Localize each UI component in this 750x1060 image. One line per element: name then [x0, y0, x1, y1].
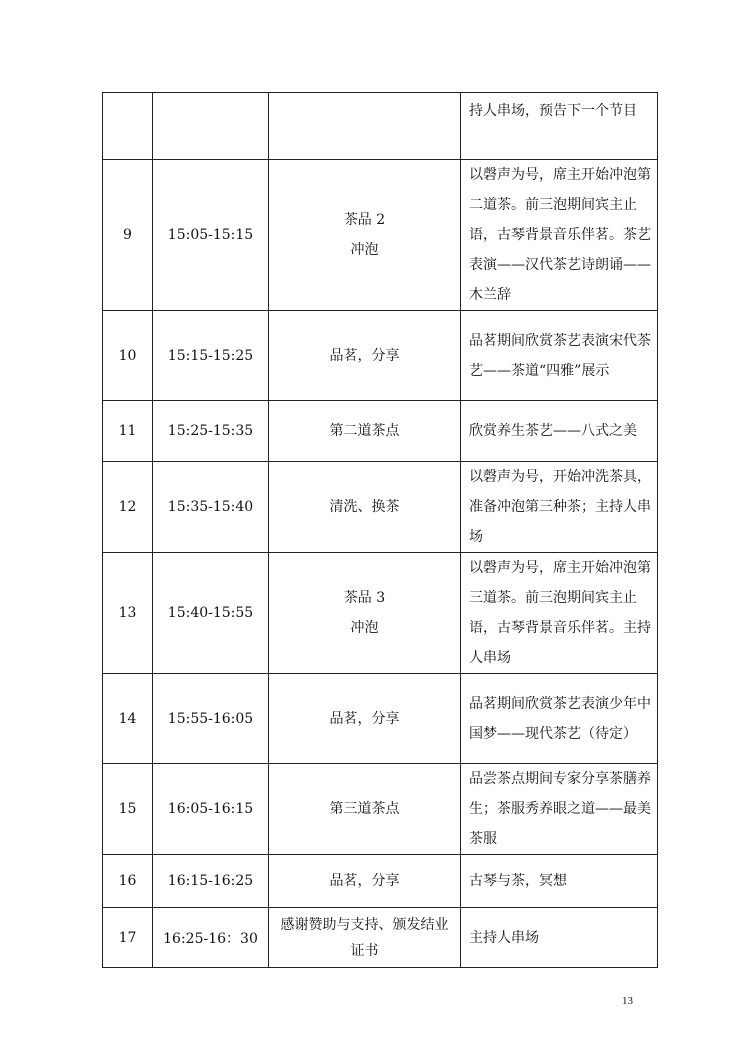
row-description: 以磬声为号，席主开始冲泡第三道茶。前三泡期间宾主止语，古琴背景音乐伴茗。主持人串场 — [461, 553, 658, 674]
row-number: 10 — [103, 311, 153, 401]
table-row — [103, 764, 658, 855]
row-time: 15:55-16:05 — [153, 674, 269, 764]
row-time: 15:40-15:55 — [153, 553, 269, 674]
row-number: 17 — [103, 908, 153, 968]
row-number: 11 — [103, 401, 153, 462]
row-number: 13 — [103, 553, 153, 674]
activity-line: 第二道茶点 — [329, 423, 400, 439]
row-time: 16:25-16：30 — [153, 908, 269, 968]
row-time — [153, 93, 269, 160]
row-activity — [269, 908, 461, 968]
activity-line: 清洗、换茶 — [329, 499, 400, 515]
row-time: 15:15-15:25 — [153, 311, 269, 401]
row-activity — [269, 311, 461, 401]
row-activity — [269, 764, 461, 855]
page-number: 13 — [622, 995, 633, 1007]
table-row — [103, 160, 658, 311]
table-row — [103, 401, 658, 462]
row-description: 以磬声为号，开始冲洗茶具，准备冲泡第三种茶；主持人串场 — [461, 462, 658, 553]
row-description: 以磬声为号，席主开始冲泡第二道茶。前三泡期间宾主止语，古琴背景音乐伴茗。茶艺表演——汉代茶艺诗朗诵——木兰辞 — [461, 160, 658, 311]
activity-line: 茶品 3 — [343, 590, 386, 606]
row-number: 14 — [103, 674, 153, 764]
row-number: 12 — [103, 462, 153, 553]
row-description: 古琴与茶，冥想 — [461, 855, 658, 908]
row-description: 品尝茶点期间专家分享茶膳养生；茶服秀养眼之道——最美茶服 — [461, 764, 658, 855]
row-activity — [269, 160, 461, 311]
row-description: 品茗期间欣赏茶艺表演宋代茶艺——茶道“四雅”展示 — [461, 311, 658, 401]
row-activity — [269, 93, 461, 160]
table-row — [103, 93, 658, 160]
activity-line: 感谢赞助与支持、颁发结业 — [280, 916, 449, 933]
row-activity — [269, 855, 461, 908]
table-row — [103, 855, 658, 908]
row-time: 15:35-15:40 — [153, 462, 269, 553]
activity-line: 冲泡 — [350, 242, 379, 258]
activity-line: 冲泡 — [350, 620, 379, 636]
table-row — [103, 553, 658, 674]
row-number — [103, 93, 153, 160]
table-row — [103, 908, 658, 968]
schedule-table — [102, 92, 658, 968]
row-activity — [269, 462, 461, 553]
activity-line: 品茗，分享 — [329, 873, 400, 889]
row-activity — [269, 674, 461, 764]
row-description: 品茗期间欣赏茶艺表演少年中国梦——现代茶艺（待定） — [461, 674, 658, 764]
row-time: 15:05-15:15 — [153, 160, 269, 311]
row-activity — [269, 401, 461, 462]
table-row — [103, 462, 658, 553]
row-description: 欣赏养生茶艺——八式之美 — [461, 401, 658, 462]
row-description: 持人串场，预告下一个节目 — [461, 93, 658, 160]
row-time: 16:15-16:25 — [153, 855, 269, 908]
row-description: 主持人串场 — [461, 908, 658, 968]
row-activity — [269, 553, 461, 674]
row-time: 16:05-16:15 — [153, 764, 269, 855]
row-number: 15 — [103, 764, 153, 855]
activity-line: 第三道茶点 — [329, 801, 400, 817]
row-number: 9 — [103, 160, 153, 311]
activity-line: 证书 — [350, 942, 379, 959]
activity-line: 品茗，分享 — [329, 347, 400, 364]
row-time: 15:25-15:35 — [153, 401, 269, 462]
activity-line: 品茗，分享 — [329, 710, 400, 727]
row-number: 16 — [103, 855, 153, 908]
activity-line: 茶品 2 — [343, 212, 386, 228]
table-row — [103, 674, 658, 764]
table-row — [103, 311, 658, 401]
